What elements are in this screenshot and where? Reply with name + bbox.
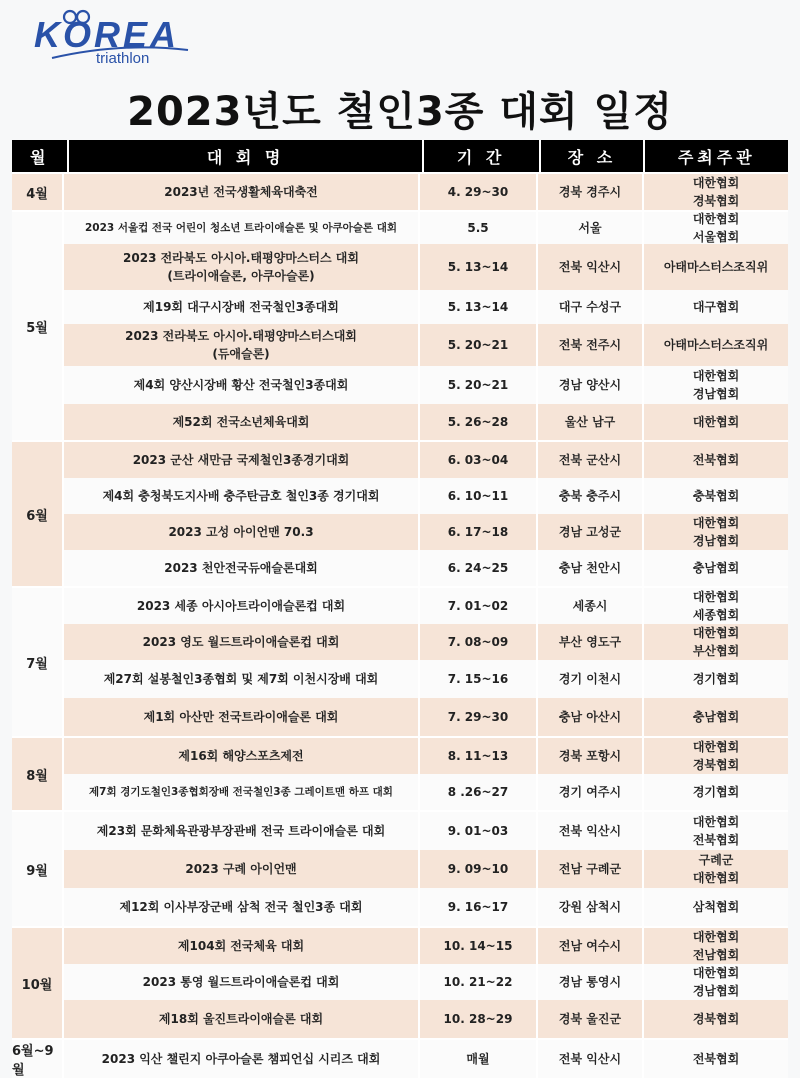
table-row [64,1000,788,1038]
event-name-cell [64,478,420,514]
organizer-cell [644,404,788,440]
event-name-cell [64,366,420,404]
logo-word: KOREA [34,14,180,55]
event-name-line: 2023년 전국생활체육대축전 [164,185,318,199]
organizer-cell [644,290,788,324]
event-name-cell [64,212,420,244]
organizer-line: 전남협회 [692,948,740,962]
organizer-line: 대한협회 [692,212,740,226]
period-cell: 6. 10~11 [420,478,538,514]
period-cell: 10. 21~22 [420,964,538,1000]
event-name-cell [64,290,420,324]
period-cell: 7. 01~02 [420,588,538,624]
event-name-line: 2023 전라북도 아시아.태평양마스터스대회 [125,329,357,343]
table-row [64,514,788,550]
venue-cell: 경북 경주시 [538,174,644,210]
venue-cell: 경북 포항시 [538,738,644,774]
table-row [64,774,788,810]
event-name-line: 2023 전라북도 아시아.태평양마스터스 대회 [123,251,359,265]
table-row [64,404,788,440]
organizer-line: 아태마스터스조직위 [663,338,769,352]
period-cell: 7. 29~30 [420,698,538,736]
table-row [64,324,788,366]
organizer-line: 경북협회 [692,194,740,208]
organizer-cell [644,478,788,514]
table-row [64,550,788,586]
table-row [64,174,788,210]
korea-triathlon-logo [32,8,192,70]
organizer-line: 대한협회 [692,871,740,885]
event-name-cell [64,850,420,888]
event-name-cell [64,588,420,624]
period-cell: 8. 11~13 [420,738,538,774]
month-cell: 6월 [12,442,64,586]
event-name-line: 제12회 이사부장군배 삼척 전국 철인3종 대회 [119,900,363,914]
venue-cell: 충북 충주시 [538,478,644,514]
event-name-line: 제23회 문화체육관광부장관배 전국 트라이애슬론 대회 [96,824,386,838]
period-cell: 5. 13~14 [420,290,538,324]
table-row [64,888,788,926]
organizer-line: 경북협회 [692,758,740,772]
organizer-line: 삼척협회 [692,900,740,914]
month-group [12,440,788,586]
header-venue: 장 소 [541,140,646,172]
organizer-cell [644,1040,788,1078]
organizer-cell [644,550,788,586]
event-name-cell [64,324,420,366]
period-cell: 10. 28~29 [420,1000,538,1038]
header-month: 월 [12,140,69,172]
venue-cell: 서울 [538,212,644,244]
venue-cell: 충남 아산시 [538,698,644,736]
event-name-line: 2023 영도 월드트라이애슬론컵 대회 [142,635,340,649]
period-cell: 5. 26~28 [420,404,538,440]
venue-cell: 전북 익산시 [538,244,644,290]
period-cell: 6. 03~04 [420,442,538,478]
event-name-cell [64,812,420,850]
table-row [64,964,788,1000]
table-row [64,738,788,774]
event-name-line: (듀애슬론) [212,347,270,361]
organizer-cell [644,244,788,290]
event-name-cell [64,550,420,586]
event-name-line: 제4회 양산시장배 황산 전국철인3종대회 [133,378,349,392]
period-cell: 9. 01~03 [420,812,538,850]
page-title: 2023년도 철인3종 대회 일정 [127,89,673,135]
period-cell: 7. 08~09 [420,624,538,660]
organizer-line: 경남협회 [692,534,740,548]
event-name-line: 제7회 경기도철인3종협회장배 전국철인3종 그레이트맨 하프 대회 [89,786,393,798]
table-row [64,698,788,736]
organizer-line: 대한협회 [692,590,740,604]
organizer-cell [644,928,788,964]
event-name-cell [64,442,420,478]
organizer-line: 부산협회 [692,644,740,658]
month-group [12,926,788,1038]
organizer-cell [644,850,788,888]
event-name-line: 제4회 충청북도지사배 충주탄금호 철인3종 경기대회 [102,489,380,503]
event-name-cell [64,244,420,290]
period-cell: 매월 [420,1040,538,1078]
table-row [64,660,788,698]
event-name-cell [64,514,420,550]
organizer-cell [644,212,788,244]
organizer-cell [644,964,788,1000]
venue-cell: 대구 수성구 [538,290,644,324]
venue-cell: 경남 양산시 [538,366,644,404]
month-group [12,810,788,926]
event-name-cell [64,698,420,736]
period-cell: 5. 20~21 [420,366,538,404]
event-name-line: (트라이애슬론, 아쿠아슬론) [167,269,315,283]
table-row [64,588,788,624]
event-name-line: 2023 군산 새만금 국제철인3종경기대회 [132,453,350,467]
event-name-line: 2023 고성 아이언맨 70.3 [168,525,314,539]
event-name-line: 2023 통영 월드트라이애슬론컵 대회 [142,975,340,989]
venue-cell: 경기 이천시 [538,660,644,698]
organizer-line: 대한협회 [692,930,740,944]
event-name-cell [64,964,420,1000]
organizer-cell [644,624,788,660]
event-name-cell [64,624,420,660]
organizer-cell [644,888,788,926]
organizer-line: 대한협회 [692,626,740,640]
schedule-table [12,140,788,1078]
venue-cell: 강원 삼척시 [538,888,644,926]
venue-cell: 경남 통영시 [538,964,644,1000]
table-row [64,366,788,404]
organizer-line: 서울협회 [692,230,740,244]
month-cell: 5월 [12,212,64,440]
period-cell: 9. 09~10 [420,850,538,888]
month-cell: 8월 [12,738,64,810]
organizer-line: 전북협회 [692,833,740,847]
month-cell: 9월 [12,812,64,926]
period-cell: 5. 20~21 [420,324,538,366]
venue-cell: 전북 익산시 [538,1040,644,1078]
organizer-line: 충남협회 [692,710,740,724]
venue-cell: 울산 남구 [538,404,644,440]
venue-cell: 충남 천안시 [538,550,644,586]
period-cell: 5.5 [420,212,538,244]
organizer-cell [644,812,788,850]
event-name-cell [64,1000,420,1038]
event-name-line: 제19회 대구시장배 전국철인3종대회 [143,300,339,314]
venue-cell: 전남 여수시 [538,928,644,964]
event-name-cell [64,1040,420,1078]
month-group [12,736,788,810]
event-name-cell [64,888,420,926]
organizer-line: 경남협회 [692,387,740,401]
table-row [64,928,788,964]
period-cell: 9. 16~17 [420,888,538,926]
organizer-line: 경기협회 [692,785,740,799]
organizer-cell [644,698,788,736]
month-cell: 7월 [12,588,64,736]
organizer-line: 경기협회 [692,672,740,686]
event-name-cell [64,174,420,210]
event-name-line: 제27회 설봉철인3종협회 및 제7회 이천시장배 대회 [103,672,379,686]
organizer-line: 충북협회 [692,489,740,503]
table-body [12,172,788,1078]
event-name-cell [64,738,420,774]
venue-cell: 전북 익산시 [538,812,644,850]
header-organizer: 주최주관 [677,147,756,167]
period-cell: 6. 24~25 [420,550,538,586]
organizer-line: 세종협회 [692,608,740,622]
organizer-cell [644,1000,788,1038]
logo-subtitle: triathlon [96,50,150,67]
organizer-line: 전북협회 [692,1052,740,1066]
organizer-line: 대한협회 [692,815,740,829]
organizer-line: 대한협회 [692,369,740,383]
event-name-line: 2023 구례 아이언맨 [185,862,297,876]
organizer-line: 대한협회 [692,516,740,530]
organizer-line: 구례군 [698,853,734,867]
header-period: 기 간 [424,140,541,172]
month-group [12,172,788,210]
period-cell: 4. 29~30 [420,174,538,210]
table-header [12,140,788,172]
organizer-line: 대구협회 [692,300,740,314]
event-name-line: 2023 익산 챌린지 아쿠아슬론 챔피언십 시리즈 대회 [101,1052,381,1066]
venue-cell: 세종시 [538,588,644,624]
month-cell: 4월 [12,174,64,210]
period-cell: 7. 15~16 [420,660,538,698]
event-name-cell [64,928,420,964]
venue-cell: 전남 구례군 [538,850,644,888]
header-event-name: 대 회 명 [69,140,423,172]
organizer-line: 아태마스터스조직위 [663,260,769,274]
table-row [64,1040,788,1078]
organizer-cell [644,514,788,550]
organizer-line: 경남협회 [692,984,740,998]
month-group [12,1038,788,1078]
table-row [64,244,788,290]
event-name-line: 2023 세종 아시아트라이애슬론컵 대회 [136,599,346,613]
organizer-cell [644,588,788,624]
table-row [64,624,788,660]
event-name-cell [64,404,420,440]
table-row [64,442,788,478]
table-row [64,812,788,850]
venue-cell: 경북 울진군 [538,1000,644,1038]
organizer-line: 충남협회 [692,561,740,575]
event-name-line: 제18회 울진트라이애슬론 대회 [158,1012,324,1026]
event-name-line: 제1회 아산만 전국트라이애슬론 대회 [143,710,339,724]
event-name-cell [64,660,420,698]
event-name-line: 2023 서울컵 전국 어린이 청소년 트라이애슬론 및 아쿠아슬론 대회 [84,222,398,234]
venue-cell: 전북 군산시 [538,442,644,478]
organizer-cell [644,174,788,210]
event-name-line: 제52회 전국소년체육대회 [172,415,310,429]
month-group [12,210,788,440]
period-cell: 6. 17~18 [420,514,538,550]
organizer-cell [644,738,788,774]
venue-cell: 부산 영도구 [538,624,644,660]
period-cell: 10. 14~15 [420,928,538,964]
organizer-line: 전북협회 [692,453,740,467]
organizer-line: 대한협회 [692,966,740,980]
organizer-cell [644,774,788,810]
organizer-line: 경북협회 [692,1012,740,1026]
venue-cell: 경기 여주시 [538,774,644,810]
table-row [64,850,788,888]
organizer-line: 대한협회 [692,176,740,190]
organizer-cell [644,324,788,366]
organizer-cell [644,442,788,478]
organizer-line: 대한협회 [692,415,740,429]
period-cell: 5. 13~14 [420,244,538,290]
table-row [64,478,788,514]
month-cell: 10월 [12,928,64,1038]
event-name-line: 제104회 전국체육 대회 [177,939,305,953]
organizer-line: 대한협회 [692,740,740,754]
month-cell: 6월~9월 [12,1040,64,1078]
venue-cell: 전북 전주시 [538,324,644,366]
table-row [64,290,788,324]
table-row [64,212,788,244]
event-name-line: 2023 천안전국듀애슬론대회 [164,561,318,575]
event-name-line: 제16회 해양스포츠제전 [178,749,304,763]
period-cell: 8 .26~27 [420,774,538,810]
venue-cell: 경남 고성군 [538,514,644,550]
organizer-cell [644,366,788,404]
organizer-cell [644,660,788,698]
month-group [12,586,788,736]
event-name-cell [64,774,420,810]
